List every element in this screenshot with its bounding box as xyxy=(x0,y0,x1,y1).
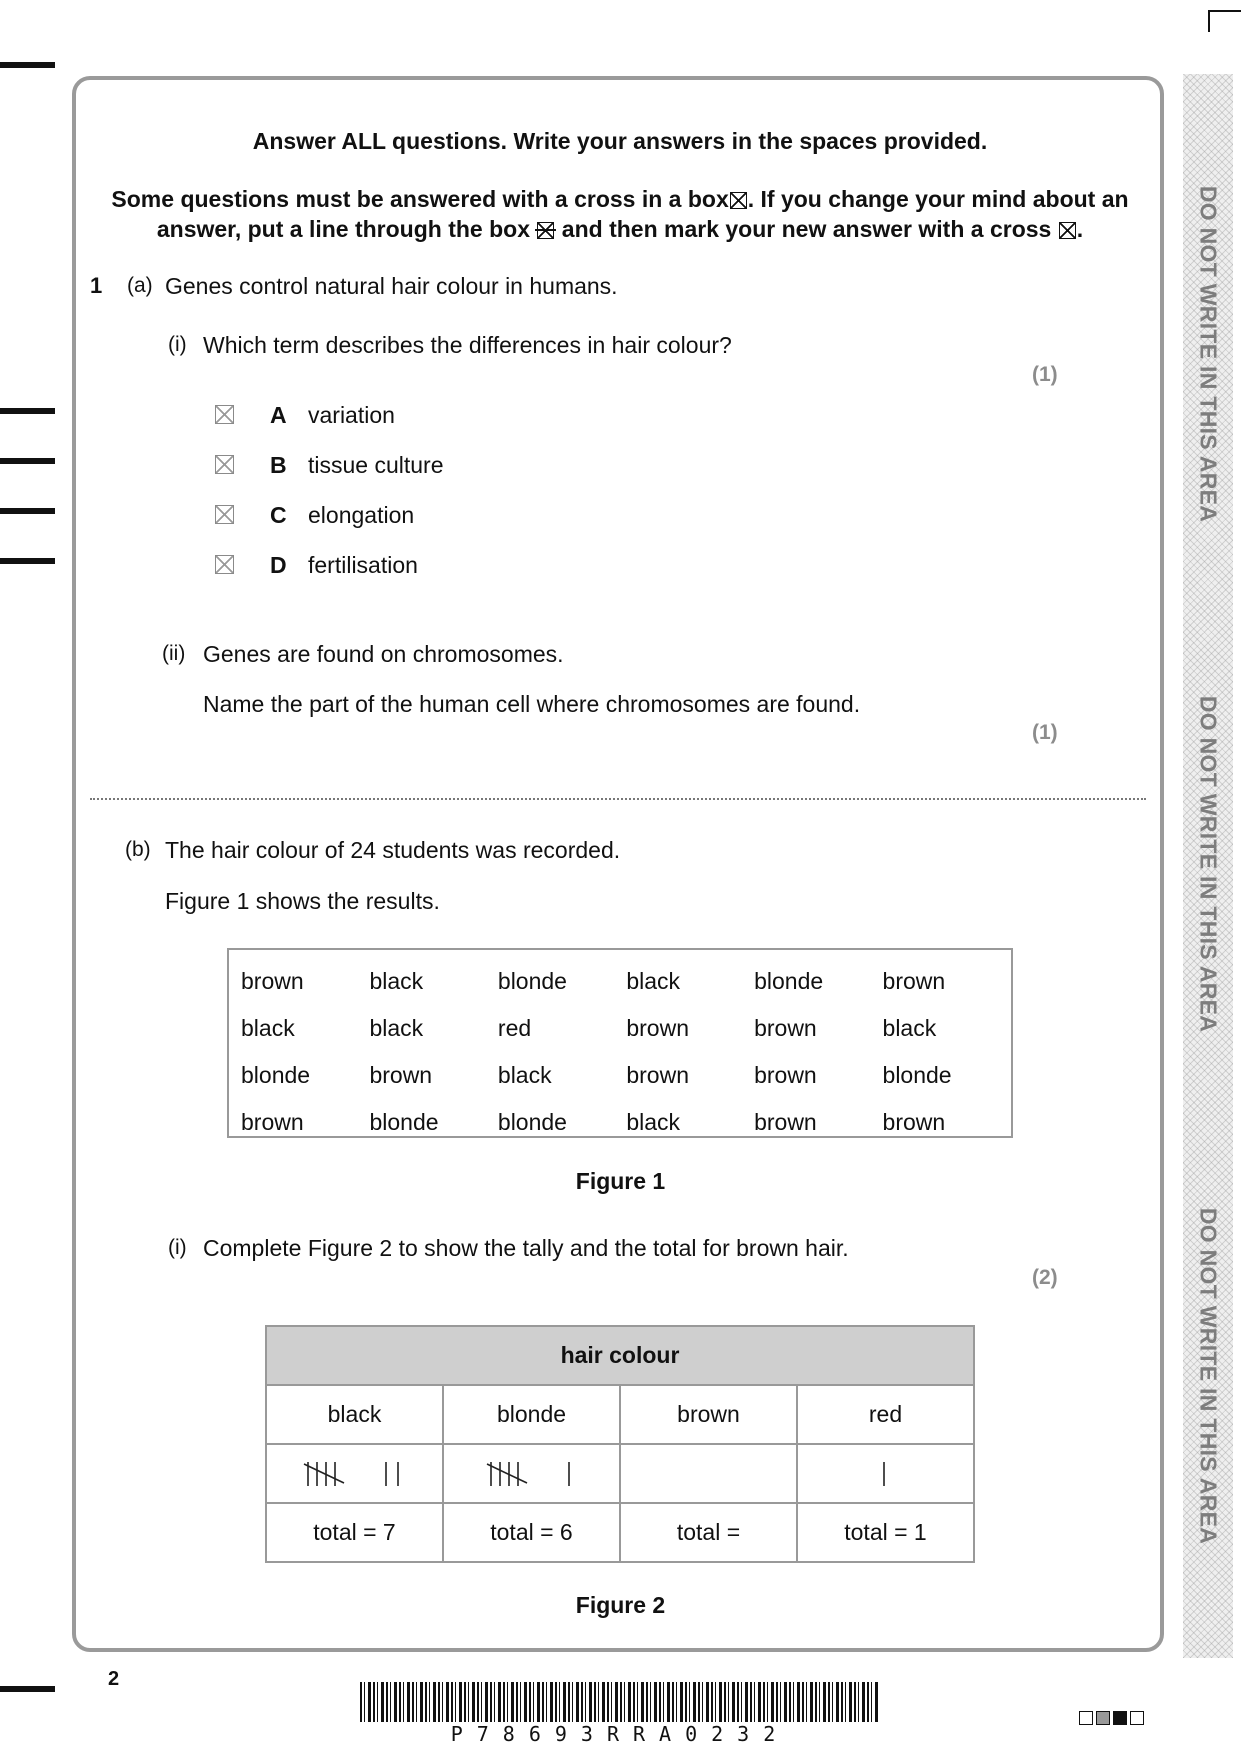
question-text: Genes are found on chromosomes. xyxy=(203,641,564,667)
hair-colour-cell: black xyxy=(241,1015,295,1041)
option-letter: C xyxy=(270,502,287,528)
question-text: Genes control natural hair colour in humans. xyxy=(165,273,618,299)
part-label: (a) xyxy=(127,274,153,297)
tally-stroke xyxy=(304,1464,344,1483)
option-d-checkbox[interactable] xyxy=(215,555,234,574)
paper-code-square xyxy=(1113,1711,1127,1725)
margin-tick xyxy=(0,458,55,464)
tally-marks-icon xyxy=(485,1459,579,1489)
figure-1-caption: Figure 1 xyxy=(575,1168,666,1194)
cross-box-icon xyxy=(1059,222,1076,239)
table-row xyxy=(241,1052,1011,1099)
margin-tick xyxy=(0,558,55,564)
margin-tick xyxy=(0,408,55,414)
table-row xyxy=(241,1099,1011,1146)
hair-colour-cell: blonde xyxy=(369,1109,439,1135)
table-row xyxy=(241,1005,1011,1052)
hair-colour-cell: brown xyxy=(626,1015,690,1041)
hair-colour-cell: brown xyxy=(626,1062,690,1088)
answer-line[interactable] xyxy=(90,798,1146,800)
margin-tick xyxy=(0,1686,55,1692)
column-label: blonde xyxy=(443,1385,620,1444)
do-not-write-label: DO NOT WRITE IN THIS AREA xyxy=(1195,185,1222,523)
subpart-label: (i) xyxy=(168,333,187,356)
marks-label: (1) xyxy=(1032,721,1058,744)
subpart-label: (i) xyxy=(168,1236,187,1259)
marks-label: (2) xyxy=(1032,1266,1058,1289)
instruction-line-1: Answer ALL questions. Write your answers in the spaces provided. xyxy=(252,128,988,154)
table-row xyxy=(241,958,1011,1005)
hair-colour-cell: brown xyxy=(754,1015,817,1041)
tally-marks-icon xyxy=(302,1459,408,1489)
question-text: Figure 1 shows the results. xyxy=(165,888,440,914)
paper-code-square xyxy=(1130,1711,1144,1725)
paper-code-square xyxy=(1079,1711,1093,1725)
page-number: 2 xyxy=(108,1668,120,1690)
hair-colour-cell: blonde xyxy=(754,968,824,994)
hair-colour-cell: brown xyxy=(241,1109,304,1135)
tally-stroke xyxy=(487,1464,527,1483)
question-text: Which term describes the differences in hair colour? xyxy=(203,332,732,358)
tally-cell xyxy=(266,1444,443,1503)
option-c-checkbox[interactable] xyxy=(215,505,234,524)
option-text: tissue culture xyxy=(308,452,444,478)
hair-colour-cell: blonde xyxy=(241,1062,311,1088)
column-label: brown xyxy=(620,1385,797,1444)
margin-tick xyxy=(0,62,55,68)
corner-mark xyxy=(1208,10,1241,12)
option-letter: A xyxy=(270,402,287,428)
hair-colour-cell: blonde xyxy=(497,1109,567,1135)
instruction-line-2: Some questions must be answered with a cross in a box . If you change your mind about an answer, put a line through the box and then mark your new answer with a cross . xyxy=(111,186,1129,242)
question-number: 1 xyxy=(90,273,103,298)
tally-cell xyxy=(443,1444,620,1503)
brown-tally-input[interactable] xyxy=(620,1444,797,1503)
subpart-label: (ii) xyxy=(162,642,186,665)
part-label: (b) xyxy=(125,838,151,861)
option-a-checkbox[interactable] xyxy=(215,405,234,424)
margin-tick xyxy=(0,508,55,514)
option-text: variation xyxy=(308,402,395,428)
marks-label: (1) xyxy=(1032,363,1058,386)
option-text: fertilisation xyxy=(308,552,418,578)
total-cell: total = 7 xyxy=(266,1503,443,1562)
hair-colour-cell: black xyxy=(369,968,424,994)
tally-cell xyxy=(797,1444,974,1503)
table-header: hair colour xyxy=(266,1326,974,1385)
option-text: elongation xyxy=(308,502,415,528)
figure-2-table xyxy=(265,1325,975,1563)
barcode-text: P78693RRA0232 xyxy=(450,1722,790,1746)
question-text: Name the part of the human cell where chromosomes are found. xyxy=(203,691,861,717)
hair-colour-cell: brown xyxy=(754,1062,817,1088)
barcode-image xyxy=(360,1682,880,1722)
hair-colour-cell: red xyxy=(497,1015,532,1041)
hair-colour-cell: brown xyxy=(882,1109,946,1135)
hair-colour-cell: blonde xyxy=(882,1062,952,1088)
hair-colour-cell: black xyxy=(626,968,681,994)
hair-colour-cell: brown xyxy=(369,1062,433,1088)
hair-colour-cell: black xyxy=(369,1015,424,1041)
hair-colour-cell: brown xyxy=(754,1109,817,1135)
hair-colour-cell: black xyxy=(497,1062,552,1088)
do-not-write-label: DO NOT WRITE IN THIS AREA xyxy=(1195,695,1222,1033)
column-label: red xyxy=(797,1385,974,1444)
question-text: Complete Figure 2 to show the tally and the total for brown hair. xyxy=(203,1235,849,1261)
option-letter: B xyxy=(270,452,287,478)
corner-mark xyxy=(1208,10,1210,32)
total-cell: total = 6 xyxy=(443,1503,620,1562)
struck-cross-box-icon xyxy=(537,222,554,239)
do-not-write-label: DO NOT WRITE IN THIS AREA xyxy=(1195,1207,1222,1545)
brown-total-input[interactable]: total = xyxy=(620,1503,797,1562)
hair-colour-cell: brown xyxy=(241,968,304,994)
figure-1-table xyxy=(227,948,1013,1138)
question-text: The hair colour of 24 students was recorded. xyxy=(165,837,621,863)
cross-box-icon xyxy=(730,192,747,209)
option-letter: D xyxy=(270,552,287,578)
hair-colour-cell: black xyxy=(882,1015,937,1041)
hair-colour-cell: blonde xyxy=(497,968,567,994)
paper-code-square xyxy=(1096,1711,1110,1725)
option-b-checkbox[interactable] xyxy=(215,455,234,474)
hair-colour-cell: brown xyxy=(882,968,946,994)
hair-colour-cell: black xyxy=(626,1109,681,1135)
tally-marks-icon xyxy=(878,1459,894,1489)
column-label: black xyxy=(266,1385,443,1444)
total-cell: total = 1 xyxy=(797,1503,974,1562)
figure-2-caption: Figure 2 xyxy=(575,1592,666,1618)
